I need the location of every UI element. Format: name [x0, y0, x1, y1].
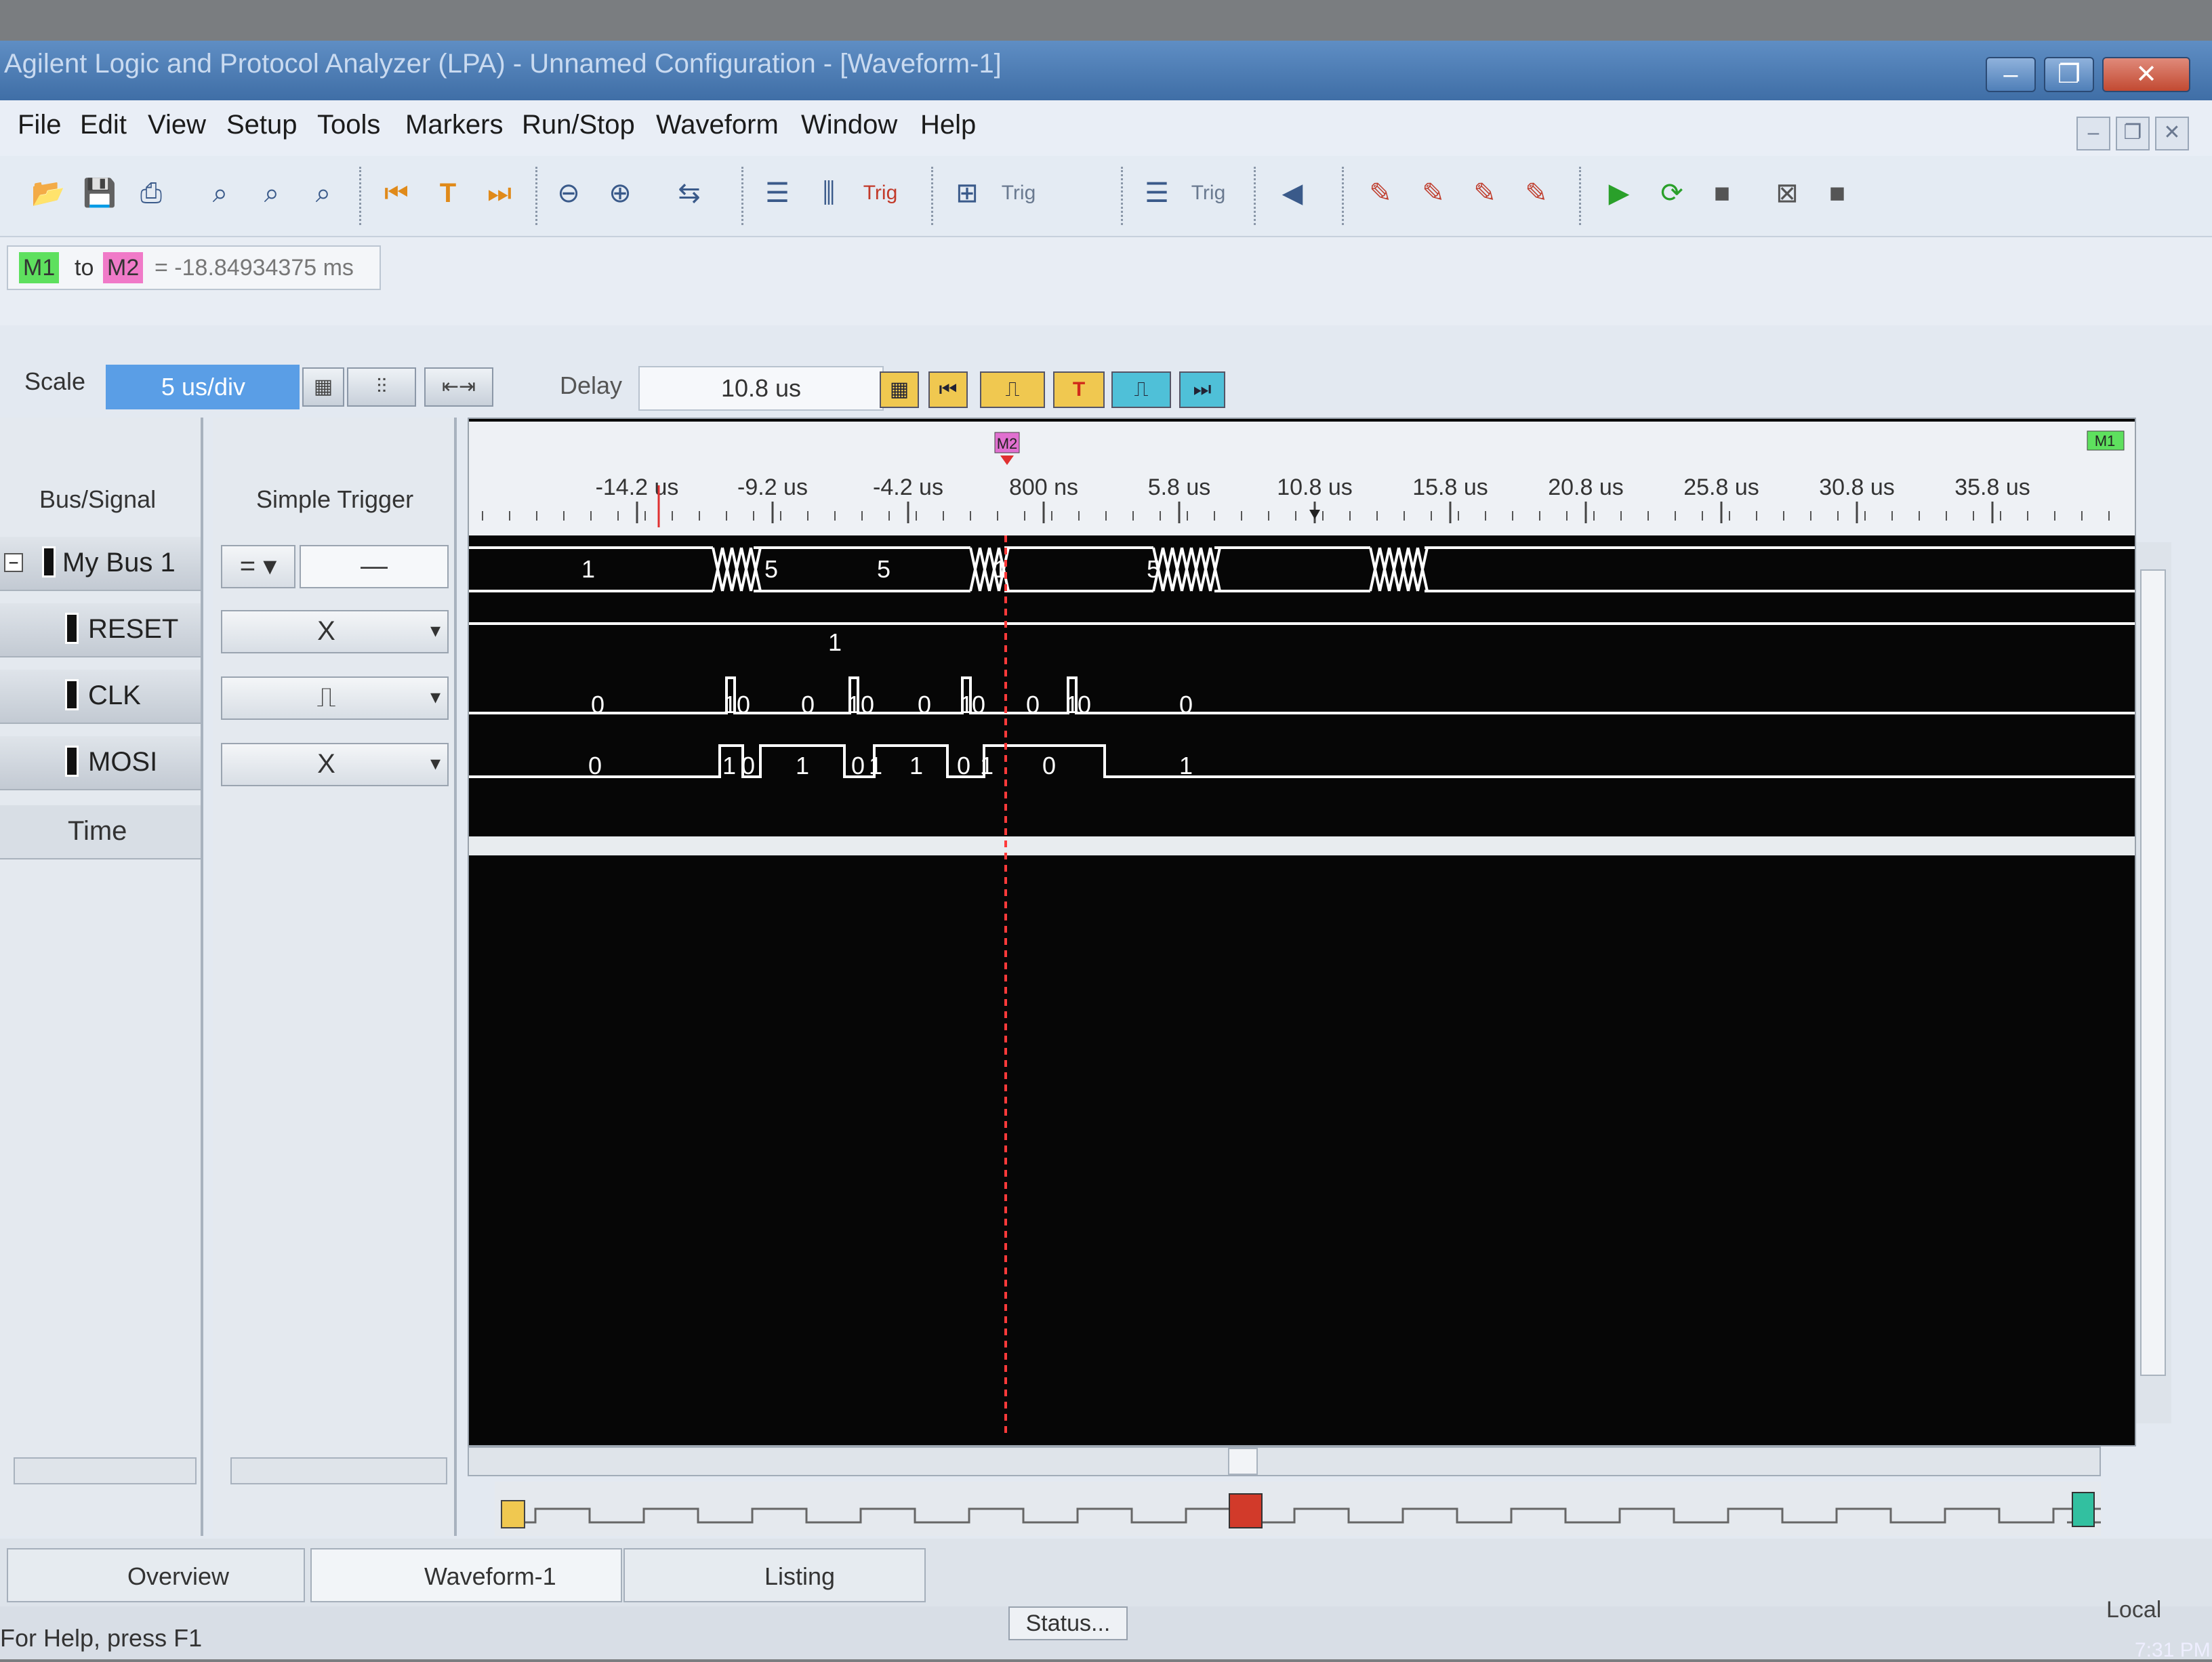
trigger-column-scrollbar[interactable] [230, 1457, 447, 1484]
timing-icon[interactable]: ⫼ [822, 178, 836, 208]
signal-row-my-bus[interactable] [0, 537, 201, 591]
bus-trigger-value: — [361, 551, 388, 581]
signal-row-mosi[interactable] [0, 736, 201, 790]
scale-input[interactable]: 5 us/div [106, 365, 300, 409]
run-icon[interactable]: ▶ [1608, 178, 1630, 208]
bus-operator-select[interactable]: = ▾ [221, 545, 295, 588]
scale-calculator-button[interactable]: ▦ [302, 367, 344, 407]
ruler-tick-label: -4.2 us [873, 474, 943, 500]
menu-edit[interactable]: Edit [80, 110, 127, 140]
status-button[interactable]: Status... [1008, 1606, 1128, 1640]
trig-settings-icon[interactable]: Trig [1001, 182, 1036, 204]
tab-listing[interactable] [623, 1548, 926, 1602]
rising-edge-icon: ⎍ [316, 683, 336, 712]
minimize-button[interactable]: – [1986, 57, 2036, 92]
bus-value-label: 5 [1146, 555, 1161, 583]
mosi-value-label: 0 [741, 752, 756, 779]
marker-to-label: to [75, 255, 94, 281]
go-to-end-icon[interactable]: ⏭ [487, 178, 512, 208]
delay-to-start-button[interactable]: ⏮ [928, 371, 968, 408]
run-repetitive-icon[interactable]: ⟳ [1660, 178, 1683, 208]
hierarchy-icon[interactable]: ⊞ [956, 178, 979, 208]
mosi-trigger-select[interactable]: X ▾ [221, 743, 449, 786]
m2-tag[interactable]: M2 [103, 252, 143, 283]
tab-overview[interactable] [7, 1548, 305, 1602]
toolbar-separator [535, 167, 538, 225]
signal-row-clk[interactable] [0, 670, 201, 724]
signal-list-icon[interactable]: ☰ [765, 178, 790, 208]
horizontal-scroll-thumb[interactable] [1228, 1448, 1258, 1475]
clk-value-label: 0 [971, 691, 986, 718]
zoom-out-time-button[interactable]: ⇤⇥ [424, 367, 493, 407]
signal-label: My Bus 1 [62, 548, 176, 577]
save-icon[interactable]: 💾 [83, 178, 117, 208]
m2-flag-arrow [1000, 455, 1014, 465]
ruler-tick-label: 5.8 us [1147, 474, 1211, 500]
clk-value-label: 0 [1179, 691, 1193, 718]
time-label: Time [68, 816, 127, 846]
menu-view[interactable]: View [148, 110, 206, 140]
print-icon[interactable]: ⎙ [140, 178, 162, 208]
clk-value-label: 0 [736, 691, 751, 718]
bus-value-label: 5 [764, 555, 779, 583]
clk-value-label: 1 [722, 691, 737, 718]
signal-label: MOSI [88, 747, 158, 777]
clk-value-label: 0 [1025, 691, 1040, 718]
toolbar-separator [1342, 167, 1345, 225]
ruler-tick-label: 30.8 us [1819, 474, 1895, 500]
add-marker-icon[interactable]: ✎ [1369, 178, 1392, 208]
simple-trigger-header: Simple Trigger [256, 485, 414, 513]
move-marker-icon[interactable]: ✎ [1422, 178, 1445, 208]
clk-value-label: 0 [860, 691, 875, 718]
mosi-value-label: 1 [1179, 752, 1193, 779]
toolbar-separator [1254, 167, 1256, 225]
mosi-trace [469, 746, 2135, 777]
menu-run-stop[interactable]: Run/Stop [522, 110, 635, 140]
clk-value-label: 1 [959, 691, 974, 718]
reset-trigger-value: X [317, 616, 335, 646]
zoom-out-icon[interactable]: ⊖ [557, 178, 580, 208]
status-mode: Local [2106, 1597, 2162, 1623]
time-row [0, 805, 201, 859]
overview-svg [495, 1482, 2101, 1536]
tab-overview-label: Overview [127, 1562, 230, 1590]
marker-off-icon[interactable]: ✎ [1525, 178, 1548, 208]
menu-setup[interactable]: Setup [226, 110, 298, 140]
clk-value-label: 1 [846, 691, 861, 718]
close-button[interactable]: ✕ [2102, 57, 2190, 92]
vertical-scrollbar[interactable] [2136, 542, 2171, 1423]
bus-value-input[interactable] [300, 545, 449, 588]
toolbar-separator [931, 167, 934, 225]
signal-icon [65, 679, 79, 710]
toolbar-separator [741, 167, 744, 225]
overview-start-icon[interactable] [501, 1501, 525, 1528]
trig-icon[interactable]: Trig [863, 182, 898, 204]
mosi-value-label: 0 [956, 752, 971, 779]
tab-listing-label: Listing [764, 1562, 836, 1590]
clk-trigger-select[interactable]: ⎍ ▾ [221, 676, 449, 720]
bus-value-label: 1 [993, 555, 1008, 583]
bus-icon [42, 546, 56, 577]
m1-flag-label: M1 [2094, 432, 2116, 449]
bus-value-label: 1 [581, 555, 596, 583]
mosi-value-label: 1 [722, 752, 737, 779]
marker-interval-icon[interactable]: ✎ [1473, 178, 1496, 208]
signal-icon [65, 746, 79, 777]
mosi-value-label: 0 [851, 752, 865, 779]
time-row-bar [469, 836, 2135, 855]
go-to-trigger-icon[interactable]: T [439, 178, 457, 208]
mdi-close-button[interactable]: ✕ [2155, 117, 2189, 150]
delay-to-end-button[interactable]: ⏭ [1179, 371, 1225, 408]
open-icon[interactable]: 📂 [31, 178, 65, 208]
toolbar-separator [1579, 167, 1582, 225]
mosi-value-label: 0 [588, 752, 602, 779]
reset-trigger-select[interactable]: X ▾ [221, 610, 449, 653]
m2-flag-label: M2 [996, 435, 1018, 452]
overview-trigger-icon[interactable] [1229, 1494, 1262, 1528]
clk-value-label: 0 [800, 691, 815, 718]
toolbar-separator [1121, 167, 1124, 225]
delay-next-edge-button[interactable]: ⎍ [1111, 371, 1171, 408]
tab-waveform[interactable] [310, 1548, 622, 1602]
menu-help[interactable]: Help [920, 110, 977, 140]
zoom-in-icon[interactable]: ⊕ [609, 178, 632, 208]
mosi-trigger-value: X [317, 749, 335, 779]
scale-label: Scale [24, 367, 86, 395]
mosi-value-label: 1 [909, 752, 924, 779]
bus-value-label: 5 [876, 555, 891, 583]
vertical-scroll-thumb[interactable] [2140, 569, 2166, 1376]
waveform-traces [469, 535, 2135, 1444]
m1-tag[interactable]: M1 [19, 252, 59, 283]
collapse-icon[interactable]: − [4, 553, 23, 572]
horizontal-scrollbar[interactable] [468, 1446, 2101, 1476]
halt-icon[interactable]: ■ [1828, 178, 1846, 208]
cancel-icon[interactable]: ⊠ [1776, 178, 1799, 208]
overview-strip[interactable] [495, 1482, 2101, 1536]
mosi-value-label: 1 [979, 752, 994, 779]
trig-list-icon[interactable]: Trig [1191, 182, 1226, 204]
mosi-value-label: 0 [1042, 752, 1057, 779]
list-icon[interactable]: ☰ [1145, 178, 1169, 208]
ruler-tick-label: 35.8 us [1954, 474, 2030, 500]
bus-operator-value: = [239, 551, 256, 581]
ruler-tick-label: 20.8 us [1548, 474, 1624, 500]
signal-label: RESET [88, 614, 179, 644]
signal-icon [65, 613, 79, 644]
signal-row-reset[interactable] [0, 603, 201, 657]
maximize-button[interactable]: ❐ [2044, 57, 2094, 92]
menu-tools[interactable]: Tools [317, 110, 381, 140]
delay-input[interactable]: 10.8 us [638, 366, 884, 411]
ruler-tick-label: 25.8 us [1683, 474, 1759, 500]
overview-end-icon[interactable] [2072, 1493, 2094, 1526]
status-help-text: For Help, press F1 [0, 1624, 203, 1652]
ruler-tick-label: -9.2 us [737, 474, 808, 500]
menu-markers[interactable]: Markers [405, 110, 504, 140]
zoom-in-time-button[interactable]: ⫶⫶ [347, 367, 416, 407]
mdi-minimize-button[interactable]: – [2076, 117, 2110, 150]
mosi-value-label: 1 [795, 752, 810, 779]
toolbar-separator [359, 167, 362, 225]
ruler-tick-label: -14.2 us [595, 474, 679, 500]
bus-column-scrollbar[interactable] [14, 1457, 197, 1484]
delay-prev-edge-button[interactable]: ⎍ [980, 371, 1045, 408]
go-to-start-icon[interactable]: ⏮ [384, 178, 409, 208]
stop-icon[interactable]: ■ [1713, 178, 1731, 208]
bus-signal-header: Bus/Signal [39, 485, 157, 513]
bus-trace [469, 548, 2135, 591]
clk-value-label: 1 [1065, 691, 1080, 718]
time-ruler[interactable] [469, 422, 2135, 535]
connect-icon[interactable]: ⇆ [678, 178, 701, 208]
marker-delta-value: = -18.84934375 ms [155, 255, 354, 281]
reset-value-label: 1 [827, 628, 842, 656]
delay-calculator-button[interactable]: ▦ [880, 371, 919, 408]
ruler-tick-label: 10.8 us [1277, 474, 1353, 500]
delay-marker [1309, 510, 1320, 519]
mdi-restore-button[interactable]: ❐ [2116, 117, 2150, 150]
ruler-svg [469, 422, 2135, 535]
menu-window[interactable]: Window [801, 110, 898, 140]
signal-label: CLK [88, 681, 141, 710]
find-next-icon[interactable]: ⌕ [264, 178, 280, 208]
mosi-value-label: 1 [868, 752, 883, 779]
speaker-icon[interactable]: ◀ [1282, 178, 1303, 208]
menu-waveform[interactable]: Waveform [656, 110, 779, 140]
delay-to-trigger-button[interactable]: T [1053, 371, 1105, 408]
clk-value-label: 0 [590, 691, 605, 718]
find-prev-icon[interactable]: ⌕ [315, 178, 331, 208]
delay-label: Delay [560, 371, 623, 399]
ruler-tick-label: 15.8 us [1412, 474, 1488, 500]
window-title: Agilent Logic and Protocol Analyzer (LPA) - Unnamed Configuration - [Waveform-1] [4, 49, 1002, 79]
system-clock: 7:31 PM [2135, 1639, 2211, 1661]
clk-value-label: 0 [917, 691, 932, 718]
tab-waveform-label: Waveform-1 [424, 1562, 556, 1590]
clk-trace [469, 678, 2135, 713]
find-icon[interactable]: ⌕ [212, 178, 228, 208]
menu-file[interactable]: File [18, 110, 62, 140]
clk-value-label: 0 [1077, 691, 1092, 718]
ruler-tick-label: 800 ns [1008, 474, 1079, 500]
